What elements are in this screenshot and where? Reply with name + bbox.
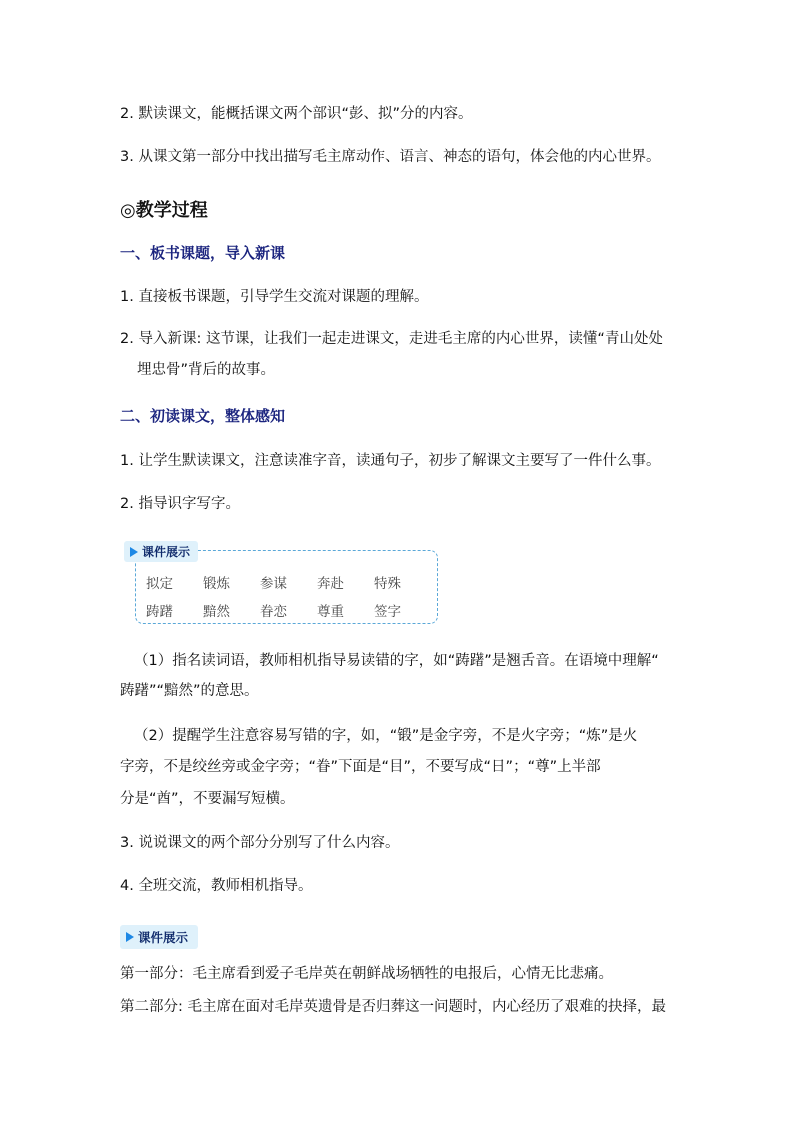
- play-triangle-icon: [126, 932, 134, 942]
- note-1-line-1: （1）指名读词语，教师相机指导易读错的字，如“踌躇”是翘舌音。在语境中理解“: [134, 653, 659, 669]
- section2-item-4: 4. 全班交流，教师相机指导。: [120, 878, 313, 894]
- goal-item-3: 3. 从课文第一部分中找出描写毛主席动作、语言、神态的语句，体会他的内心世界。: [120, 149, 661, 165]
- note-2-line-1: （2）提醒学生注意容易写错的字，如，“锻”是金字旁，不是火字旁；“炼”是火: [134, 728, 638, 744]
- play-triangle-icon: [130, 547, 138, 557]
- vocab-word: 踌躇: [146, 604, 173, 620]
- section2-item-2: 2. 指导识字写字。: [120, 496, 240, 512]
- ppt-badge-label-2: 课件展示: [138, 930, 189, 945]
- vocab-word: 奔赴: [317, 576, 344, 592]
- section2-item-1: 1. 让学生默读课文，注意读准字音，读通句子，初步了解课文主要写了一件什么事。: [120, 453, 661, 469]
- vocab-word: 拟定: [146, 576, 173, 592]
- vocab-word: 特殊: [374, 576, 401, 592]
- section2-item-3: 3. 说说课文的两个部分分别写了什么内容。: [120, 835, 400, 851]
- vocab-word: 眷恋: [260, 604, 287, 620]
- vocab-word: 参谋: [260, 576, 287, 592]
- vocab-word-grid: [146, 572, 431, 620]
- vocab-word: 尊重: [317, 604, 344, 620]
- ppt-badge-label: 课件展示: [142, 545, 191, 559]
- vocab-word: 黯然: [203, 604, 230, 620]
- section-title-process: ◎教学过程: [120, 200, 208, 221]
- note-2-line-3: 分是“酋”，不要漏写短横。: [120, 791, 295, 807]
- vocab-word: 签字: [374, 604, 401, 620]
- section2-heading: 二、初读课文，整体感知: [120, 407, 286, 425]
- summary-part-1: 第一部分：毛主席看到爱子毛岸英在朝鲜战场牺牲的电报后，心情无比悲痛。: [120, 966, 613, 982]
- goal-item-2: 2. 默读课文，能概括课文两个部识“彭、拟”分的内容。: [120, 106, 473, 122]
- section1-item-2: 2. 导入新课: 这节课，让我们一起走进课文，走进毛主席的内心世界，读懂“青山处处: [120, 331, 663, 347]
- vocab-word: 锻炼: [203, 576, 230, 592]
- summary-part-2: 第二部分: 毛主席在面对毛岸英遗骨是否归葬这一问题时，内心经历了艰难的抉择，最: [120, 999, 666, 1015]
- ppt-badge: [124, 541, 198, 562]
- ppt-badge-2: [120, 925, 198, 949]
- note-2-line-2: 字旁，不是绞丝旁或金字旁；“眷”下面是“目”，不要写成“日”；“尊”上半部: [120, 759, 601, 775]
- note-1-line-2: 踌躇”“黯然”的意思。: [120, 683, 259, 699]
- section1-item-2-cont: 埋忠骨”背后的故事。: [137, 362, 276, 378]
- section1-item-1: 1. 直接板书课题，引导学生交流对课题的理解。: [120, 289, 429, 305]
- section1-heading: 一、板书课题，导入新课: [120, 244, 286, 262]
